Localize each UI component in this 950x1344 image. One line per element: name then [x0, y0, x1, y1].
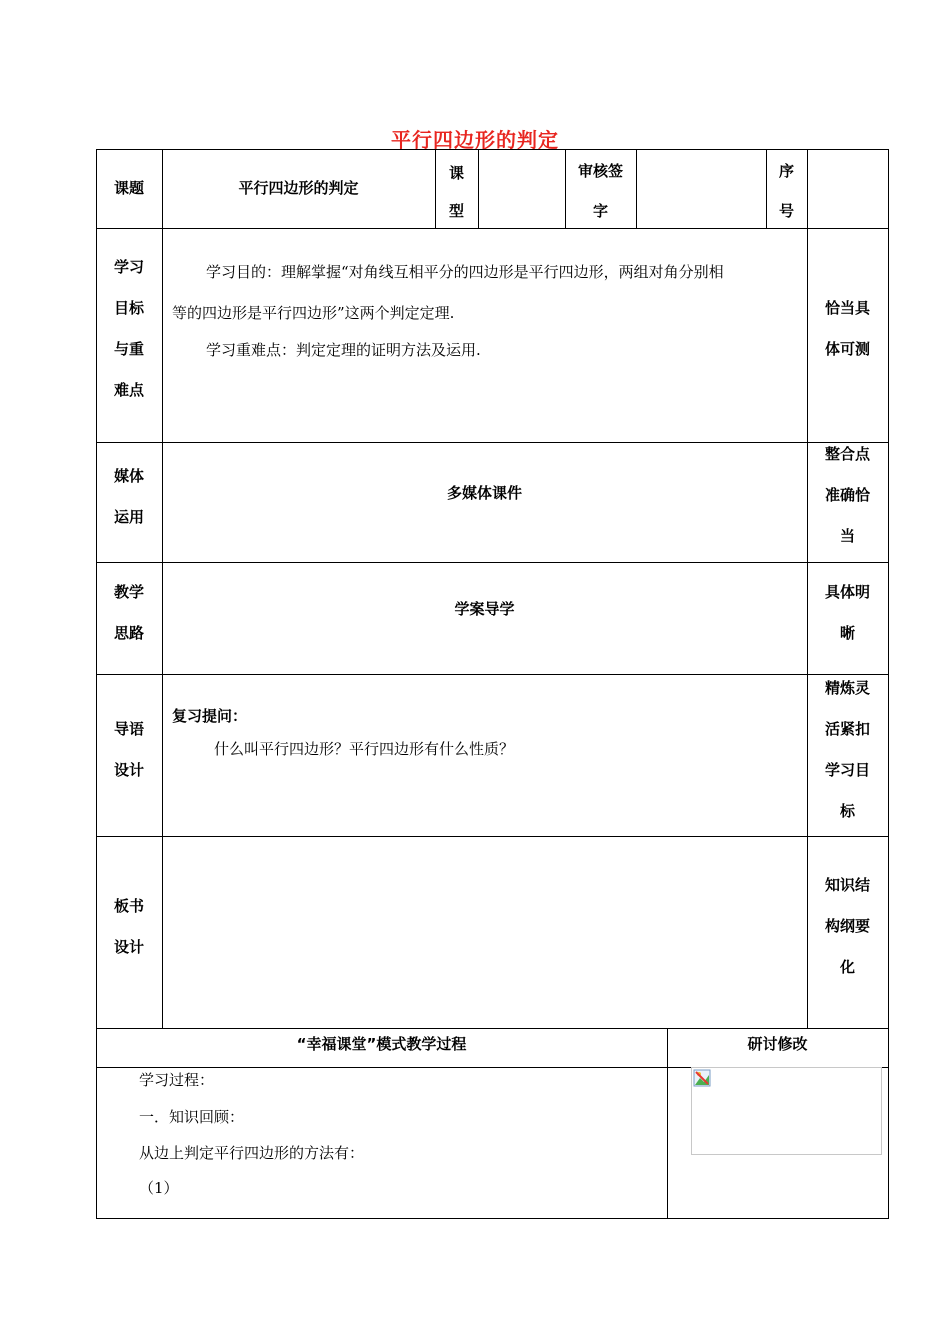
intro-question: 什么叫平行四边形？平行四边形有什么性质？ — [214, 740, 515, 758]
approach-label: 教学 思路 — [113, 583, 144, 642]
broken-image-icon — [693, 1069, 711, 1087]
goals-line-3: 学习重难点：判定定理的证明方法及运用. — [206, 341, 481, 359]
type-label: 课 型 — [448, 164, 464, 220]
goals-line-1: 学习目的：理解掌握“对角线互相平分的四边形是平行四边形，两组对角分别相 — [206, 263, 724, 281]
intro-heading: 复习提问： — [172, 707, 248, 725]
row-divider — [96, 562, 889, 563]
process-line: 从边上判定平行四边形的方法有： — [139, 1144, 365, 1162]
table-border-bottom — [96, 1218, 889, 1219]
process-header: “幸福课堂”模式教学过程 — [296, 1035, 467, 1053]
row-divider — [96, 442, 889, 443]
table-border-top — [96, 149, 889, 150]
media-content: 多媒体课件 — [446, 484, 522, 502]
intro-note: 精炼灵 活紧扣 学习目 标 — [824, 679, 870, 820]
review-signature-label: 审核签 字 — [577, 162, 623, 220]
process-line: （1） — [139, 1179, 179, 1197]
topic-value: 平行四边形的判定 — [238, 179, 359, 197]
column-divider — [478, 149, 479, 229]
board-label: 板书 设计 — [113, 897, 144, 956]
goals-label: 学习 目标 与重 难点 — [113, 258, 144, 399]
document-title: 平行四边形的判定 — [391, 128, 559, 152]
process-line: 一．知识回顾： — [139, 1108, 245, 1126]
topic-label: 课题 — [113, 179, 144, 197]
approach-note: 具体明 晰 — [824, 583, 870, 642]
image-placeholder — [691, 1067, 882, 1155]
column-divider — [636, 149, 637, 229]
approach-content: 学案导学 — [454, 600, 515, 618]
goals-line-2: 等的四边形是平行四边形”这两个判定定理. — [172, 304, 455, 322]
row-divider — [96, 674, 889, 675]
intro-label: 导语 设计 — [113, 720, 144, 779]
revise-header: 研讨修改 — [747, 1035, 808, 1053]
row-divider — [96, 836, 889, 837]
media-label: 媒体 运用 — [113, 467, 144, 526]
column-divider — [667, 1028, 668, 1219]
media-note: 整合点 准确恰 当 — [824, 445, 870, 545]
process-line: 学习过程： — [139, 1071, 215, 1089]
goals-note: 恰当具 体可测 — [824, 299, 870, 358]
serial-label: 序 号 — [778, 162, 794, 220]
column-divider — [162, 149, 163, 1029]
board-note: 知识结 构纲要 化 — [824, 876, 870, 976]
row-divider — [96, 1028, 889, 1029]
table-border-right — [888, 149, 889, 1219]
